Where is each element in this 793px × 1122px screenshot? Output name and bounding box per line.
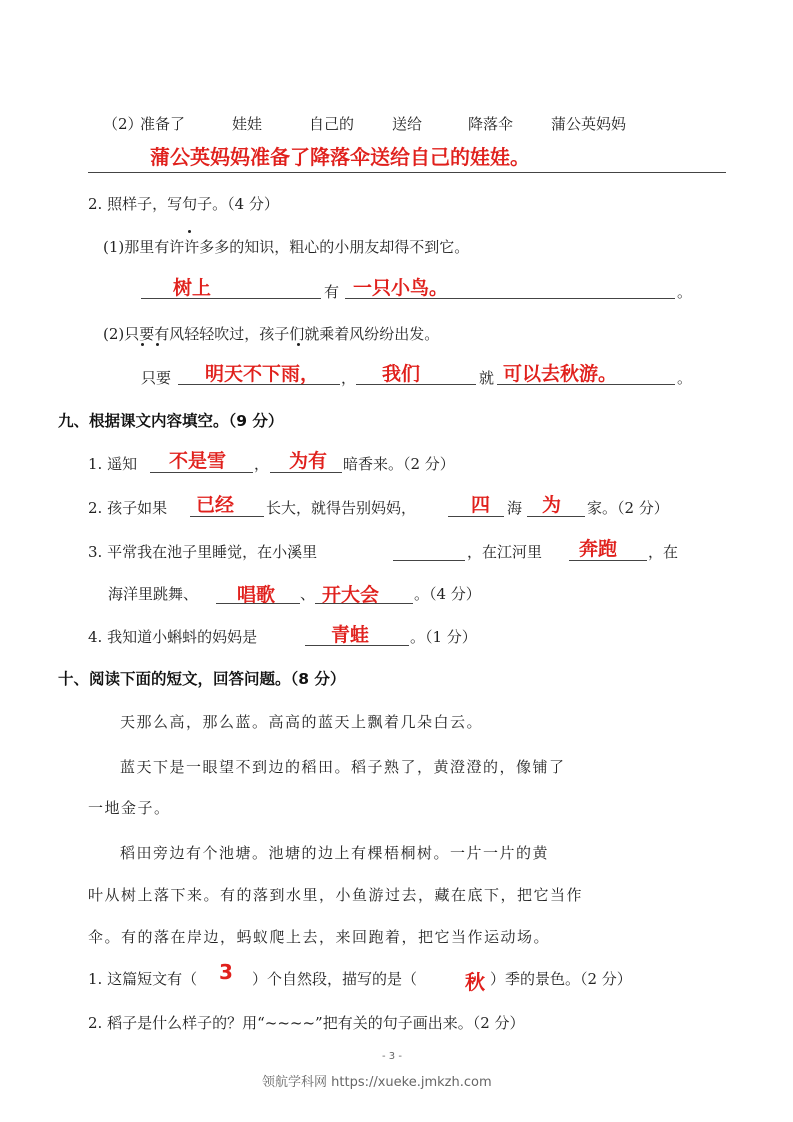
s10-question-1-start: 1. 这篇短文有（ xyxy=(88,970,198,988)
s9-item-2-answer-2: 四 xyxy=(471,494,491,516)
s10-question-2: 2. 稻子是什么样子的？用“~~~~”把有关的句子画出来。（2 分） xyxy=(88,1014,525,1032)
emphasis-dot xyxy=(188,230,191,233)
s10-question-1-mid: ）个自然段，描写的是（ xyxy=(252,970,418,988)
emphasis-dot xyxy=(156,343,159,346)
q8-2-answer: 蒲公英妈妈准备了降落伞送给自己的娃娃。 xyxy=(150,145,530,169)
s9-item-4-start: 4. 我知道小蝌蚪的妈妈是 xyxy=(88,628,258,646)
answer-line xyxy=(448,516,504,517)
s9-item-3-answer-1: 奔跑 xyxy=(579,538,618,560)
example-2-sentence: (2)只要有风轻轻吹过，孩子们就乘着风纷纷出发。 xyxy=(103,325,440,343)
example-2-connector: 就 xyxy=(479,369,495,387)
s9-item-3b-answer-2: 开大会 xyxy=(322,584,380,606)
answer-line xyxy=(150,472,253,473)
q8-2-word-4: 送给 xyxy=(392,115,423,133)
q8-2-word-2: 娃娃 xyxy=(232,115,263,133)
q8-2-word-1: 准备了 xyxy=(140,115,186,133)
q8-2-word-5: 降落伞 xyxy=(468,115,514,133)
page-number: - 3 - xyxy=(382,1051,402,1062)
q8-2-answer-line xyxy=(88,172,726,173)
s9-item-2-end: 家。（2 分） xyxy=(587,499,669,517)
answer-line xyxy=(216,603,300,604)
example-2-answer-1: 明天不下雨， xyxy=(205,363,320,385)
example-2-answer-3: 可以去秋游。 xyxy=(503,363,618,385)
example-2-answer-2: 我们 xyxy=(382,363,421,385)
s10-question-1-answer-2: 秋 xyxy=(465,970,485,994)
s10-question-1-end: ）季的景色。（2 分） xyxy=(490,970,632,988)
answer-line xyxy=(190,516,264,517)
s9-item-1-answer-1: 不是雪 xyxy=(169,450,227,472)
example-1-connector: 有 xyxy=(324,283,340,301)
s9-item-4-end: 。（1 分） xyxy=(410,628,477,646)
s9-item-2-mid-1: 长大，就得告别妈妈， xyxy=(266,499,417,517)
s9-item-1-end: 暗香来。（2 分） xyxy=(343,455,455,473)
answer-line xyxy=(178,384,340,385)
reading-paragraph-2-line-1: 蓝天下是一眼望不到边的稻田。稻子熟了，黄澄澄的，像铺了 xyxy=(120,758,566,776)
s9-item-3-end: ，在 xyxy=(648,543,679,561)
s9-item-3b-end: 。（4 分） xyxy=(414,585,481,603)
section-9-title: 九、根据课文内容填空。（9 分） xyxy=(58,412,284,430)
answer-line xyxy=(141,298,321,299)
emphasis-dot xyxy=(141,343,144,346)
example-1-sentence: (1)那里有许许多多的知识，粗心的小朋友却得不到它。 xyxy=(103,238,470,256)
reading-paragraph-3-line-2: 叶从树上落下来。有的落到水里，小鱼游过去，藏在底下，把它当作 xyxy=(88,886,584,904)
s9-item-3b-start: 海洋里跳舞、 xyxy=(108,585,199,603)
reading-paragraph-3-line-3: 伞。有的落在岸边，蚂蚁爬上去，来回跑着，把它当作运动场。 xyxy=(88,928,551,946)
reading-paragraph-2-line-2: 一地金子。 xyxy=(88,799,171,817)
answer-line xyxy=(527,516,585,517)
s9-item-1-start: 1. 遥知 xyxy=(88,455,138,473)
example-1-answer-1: 树上 xyxy=(173,277,212,299)
q8-3-prompt: 2. 照样子，写句子。（4 分） xyxy=(88,195,279,213)
example-2-comma: ， xyxy=(341,369,357,387)
q8-2-label: （2） xyxy=(103,115,143,133)
s9-item-3-start: 3. 平常我在池子里睡觉，在小溪里 xyxy=(88,543,318,561)
example-1-answer-2: 一只小鸟。 xyxy=(353,277,449,299)
example-1-period: 。 xyxy=(677,283,693,301)
s9-item-1-answer-2: 为有 xyxy=(289,450,328,472)
q8-2-word-6: 蒲公英妈妈 xyxy=(551,115,627,133)
answer-line xyxy=(393,560,465,561)
example-2-start: 只要 xyxy=(141,369,172,387)
s9-item-2-answer-1: 已经 xyxy=(196,494,235,516)
answer-line xyxy=(270,472,342,473)
s9-item-3b-answer-1: 唱歌 xyxy=(237,584,276,606)
reading-paragraph-1: 天那么高，那么蓝。高高的蓝天上飘着几朵白云。 xyxy=(120,713,484,731)
emphasis-dot xyxy=(297,343,300,346)
s9-item-3-mid: ，在江河里 xyxy=(467,543,543,561)
s10-question-1-answer-1: 3 xyxy=(219,960,233,984)
answer-line xyxy=(497,384,675,385)
q8-2-word-3: 自己的 xyxy=(309,115,355,133)
answer-line xyxy=(356,384,476,385)
watermark-text: 领航学科网 https://xueke.jmkzh.com xyxy=(262,1075,492,1090)
s9-item-1-comma: ， xyxy=(254,455,270,473)
s9-item-3b-separator: 、 xyxy=(300,585,316,603)
s9-item-4-answer-1: 青蛙 xyxy=(331,624,370,646)
answer-line xyxy=(569,560,647,561)
s9-item-2-start: 2. 孩子如果 xyxy=(88,499,168,517)
section-10-title: 十、阅读下面的短文，回答问题。（8 分） xyxy=(58,670,346,688)
answer-line xyxy=(345,298,675,299)
s9-item-2-mid-2: 海 xyxy=(507,499,523,517)
answer-line xyxy=(315,603,413,604)
answer-line xyxy=(305,645,409,646)
reading-paragraph-3-line-1: 稻田旁边有个池塘。池塘的边上有棵梧桐树。一片一片的黄 xyxy=(120,844,550,862)
s9-item-2-answer-3: 为 xyxy=(542,494,562,516)
example-2-period: 。 xyxy=(677,369,693,387)
